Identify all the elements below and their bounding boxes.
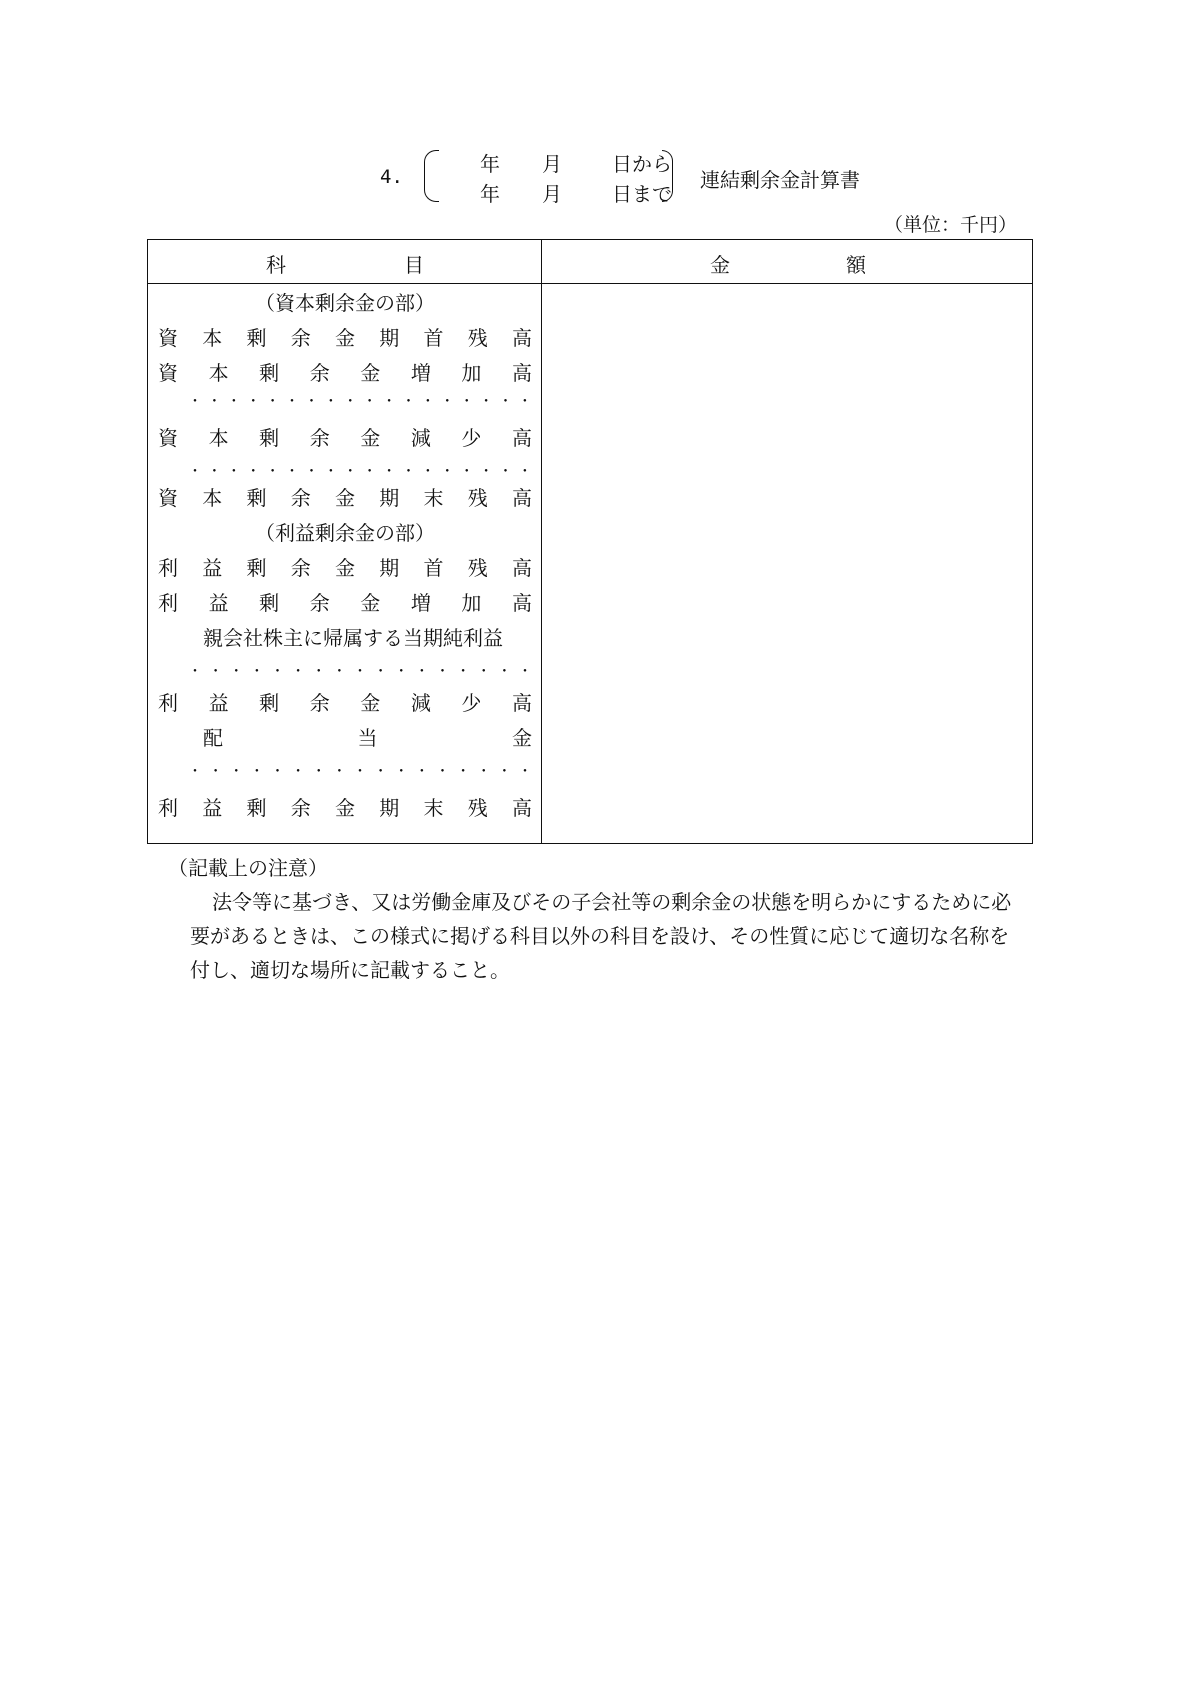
row-char: 本	[202, 325, 223, 350]
row-char: ・	[229, 764, 244, 780]
table-row: （資本剰余金の部）	[255, 290, 435, 315]
statement-name: 連結剰余金計算書	[700, 168, 860, 192]
row-char: 剰	[246, 795, 267, 820]
row-char: 余	[309, 590, 330, 615]
row-char: 高	[511, 690, 532, 715]
row-char: ・	[420, 464, 435, 480]
header-amount-1: 金	[710, 253, 730, 277]
row-char: ・	[498, 464, 513, 480]
row-char: ・	[518, 764, 532, 780]
row-char: 減	[410, 425, 431, 450]
row-char: 末	[423, 795, 444, 820]
right-brace	[662, 150, 673, 202]
row-char: 余	[290, 555, 311, 580]
row-char: ・	[208, 764, 223, 780]
row-char: 高	[512, 485, 532, 510]
row-char: ・	[401, 464, 416, 480]
row-char: 金	[335, 555, 355, 580]
row-char: 剰	[259, 360, 280, 385]
row-char: 剰	[259, 425, 280, 450]
row-char: 剰	[246, 325, 267, 350]
row-char: 期	[379, 555, 400, 580]
row-char: 首	[423, 555, 444, 580]
row-char: 資	[158, 425, 178, 450]
to-day: 日まで	[612, 182, 672, 206]
row-char: ・	[435, 664, 450, 680]
row-char: 金	[335, 485, 355, 510]
row-char: 高	[511, 590, 532, 615]
row-char: ・	[304, 464, 319, 480]
row-char: 金	[360, 690, 381, 715]
row-char: ・	[207, 464, 222, 480]
row-char: ・	[518, 664, 532, 680]
row-char: 資	[158, 485, 178, 510]
row-char: 益	[208, 590, 229, 615]
row-char: 剰	[246, 485, 267, 510]
row-char: ・	[343, 464, 358, 480]
row-char: ・	[497, 664, 512, 680]
row-char: 金	[335, 795, 355, 820]
row-char: ・	[249, 764, 264, 780]
row-char: ・	[246, 394, 261, 410]
row-char: ・	[323, 464, 338, 480]
row-char: 期	[379, 485, 400, 510]
row-char: 金	[335, 325, 355, 350]
row-char: ・	[285, 394, 300, 410]
row-char: ・	[476, 664, 491, 680]
row-char: ・	[270, 764, 285, 780]
to-year: 年	[480, 182, 500, 206]
row-char: ・	[208, 664, 223, 680]
header-divider	[148, 283, 1032, 284]
row-char: 本	[208, 360, 229, 385]
row-char: 当	[357, 725, 378, 750]
row-char: 残	[467, 795, 488, 820]
statement-title	[380, 144, 900, 204]
row-char: ・	[459, 394, 474, 410]
row-char: 余	[290, 795, 311, 820]
row-char: ・	[353, 764, 367, 780]
row-char: 余	[290, 485, 311, 510]
table-row	[158, 686, 532, 716]
row-char: ・	[498, 394, 513, 410]
row-char: ・	[435, 764, 450, 780]
row-char: ・	[476, 764, 491, 780]
row-char: 増	[410, 360, 431, 385]
row-char: 余	[309, 690, 330, 715]
row-char: 資	[158, 325, 178, 350]
row-char: ・	[188, 764, 202, 780]
notes-paragraph: 法令等に基づき、又は労働金庫及びその子会社等の剰余金の状態を明らかにするために必要があるときは、この様式に掲げる科目以外の科目を設け、その性質に応じて適切な名称を付し、適切な場所に記載すること。	[190, 890, 1012, 982]
row-char: ・	[285, 464, 300, 480]
row-char: 期	[379, 325, 400, 350]
row-char: ・	[440, 464, 455, 480]
section-number: 4.	[380, 166, 403, 188]
row-char: 剰	[259, 590, 280, 615]
surplus-table	[147, 239, 1033, 844]
row-char: ・	[517, 394, 532, 410]
table-row	[188, 756, 532, 786]
from-year: 年	[480, 152, 500, 176]
row-char: ・	[420, 394, 435, 410]
header-amount-2: 額	[846, 253, 866, 277]
row-char: 利	[158, 795, 178, 820]
row-char: 金	[360, 425, 381, 450]
row-char: 減	[410, 690, 431, 715]
row-char: ・	[394, 664, 409, 680]
row-char: ・	[394, 764, 409, 780]
row-char: 残	[467, 555, 488, 580]
table-row	[158, 481, 532, 511]
row-char: ・	[265, 464, 280, 480]
row-char: 高	[512, 555, 532, 580]
row-char: 益	[202, 555, 223, 580]
row-char: 少	[461, 690, 482, 715]
row-char: ・	[479, 394, 494, 410]
row-char: ・	[459, 464, 474, 480]
row-char: ・	[188, 664, 202, 680]
row-char: ・	[414, 664, 429, 680]
row-char: ・	[188, 464, 202, 480]
table-row	[158, 586, 532, 616]
row-char: ・	[414, 764, 429, 780]
row-char: ・	[291, 664, 306, 680]
row-char: ・	[456, 764, 471, 780]
row-char: ・	[332, 664, 347, 680]
row-char: ・	[343, 394, 358, 410]
from-day: 日から	[612, 152, 672, 176]
to-month: 月	[542, 182, 562, 206]
row-char: 資	[158, 360, 178, 385]
row-char: 期	[379, 795, 400, 820]
row-char: 益	[208, 690, 229, 715]
row-char: 末	[423, 485, 444, 510]
row-char: ・	[304, 394, 319, 410]
row-char: ・	[362, 394, 377, 410]
table-row	[158, 321, 532, 351]
row-char: ・	[401, 394, 416, 410]
table-row	[158, 356, 532, 386]
row-char: ・	[265, 394, 280, 410]
row-char: ・	[382, 464, 397, 480]
row-char: ・	[291, 764, 306, 780]
row-char: 本	[202, 485, 223, 510]
row-char: 利	[158, 590, 178, 615]
row-char: ・	[456, 664, 471, 680]
column-divider	[541, 240, 542, 843]
row-char: 高	[512, 795, 532, 820]
row-char: 高	[512, 325, 532, 350]
row-char: 高	[511, 425, 532, 450]
row-char: ・	[362, 464, 377, 480]
row-char: 少	[461, 425, 482, 450]
row-char: 利	[158, 690, 178, 715]
table-row	[188, 386, 532, 416]
row-char: 余	[309, 425, 330, 450]
row-char: 残	[467, 485, 488, 510]
row-char: 金	[360, 590, 381, 615]
notes-body	[190, 885, 1025, 987]
row-char: ・	[323, 394, 338, 410]
row-char: 高	[511, 360, 532, 385]
row-char: 首	[423, 325, 444, 350]
row-char: 増	[410, 590, 431, 615]
row-char: ・	[188, 394, 202, 410]
row-char: 金	[360, 360, 381, 385]
table-row	[188, 656, 532, 686]
row-char: 余	[290, 325, 311, 350]
header-subject-1: 科	[266, 253, 286, 277]
row-char: 加	[461, 360, 482, 385]
row-char: ・	[497, 764, 512, 780]
row-char: 剰	[246, 555, 267, 580]
row-char: ・	[517, 464, 532, 480]
row-char: 金	[512, 725, 532, 750]
row-char: ・	[382, 394, 397, 410]
row-char: ・	[226, 464, 241, 480]
table-row: 親会社株主に帰属する当期純利益	[203, 625, 503, 650]
row-char: 余	[309, 360, 330, 385]
table-row: （利益剰余金の部）	[255, 520, 435, 545]
row-char: 益	[202, 795, 223, 820]
row-char: ・	[246, 464, 261, 480]
row-char: 利	[158, 555, 178, 580]
header-subject-2: 目	[404, 253, 424, 277]
row-char: ・	[373, 764, 388, 780]
table-row	[158, 421, 532, 451]
row-char: ・	[373, 664, 388, 680]
row-char: ・	[311, 764, 326, 780]
row-char: ・	[207, 394, 222, 410]
notes-heading: （記載上の注意）	[168, 856, 328, 880]
row-char: 配	[203, 725, 223, 750]
row-char: 剰	[259, 690, 280, 715]
table-row	[158, 791, 532, 821]
row-char: 加	[461, 590, 482, 615]
row-char: ・	[353, 664, 367, 680]
table-row	[203, 721, 532, 751]
row-char: ・	[332, 764, 347, 780]
row-char: 残	[467, 325, 488, 350]
row-char: ・	[311, 664, 326, 680]
from-month: 月	[542, 152, 562, 176]
row-char: 本	[208, 425, 229, 450]
table-row	[158, 551, 532, 581]
unit-label: （単位：千円）	[884, 214, 1018, 236]
row-char: ・	[229, 664, 244, 680]
left-brace	[424, 150, 439, 202]
row-char: ・	[440, 394, 455, 410]
row-char: ・	[479, 464, 494, 480]
row-char: ・	[249, 664, 264, 680]
row-char: ・	[226, 394, 241, 410]
row-char: ・	[270, 664, 285, 680]
